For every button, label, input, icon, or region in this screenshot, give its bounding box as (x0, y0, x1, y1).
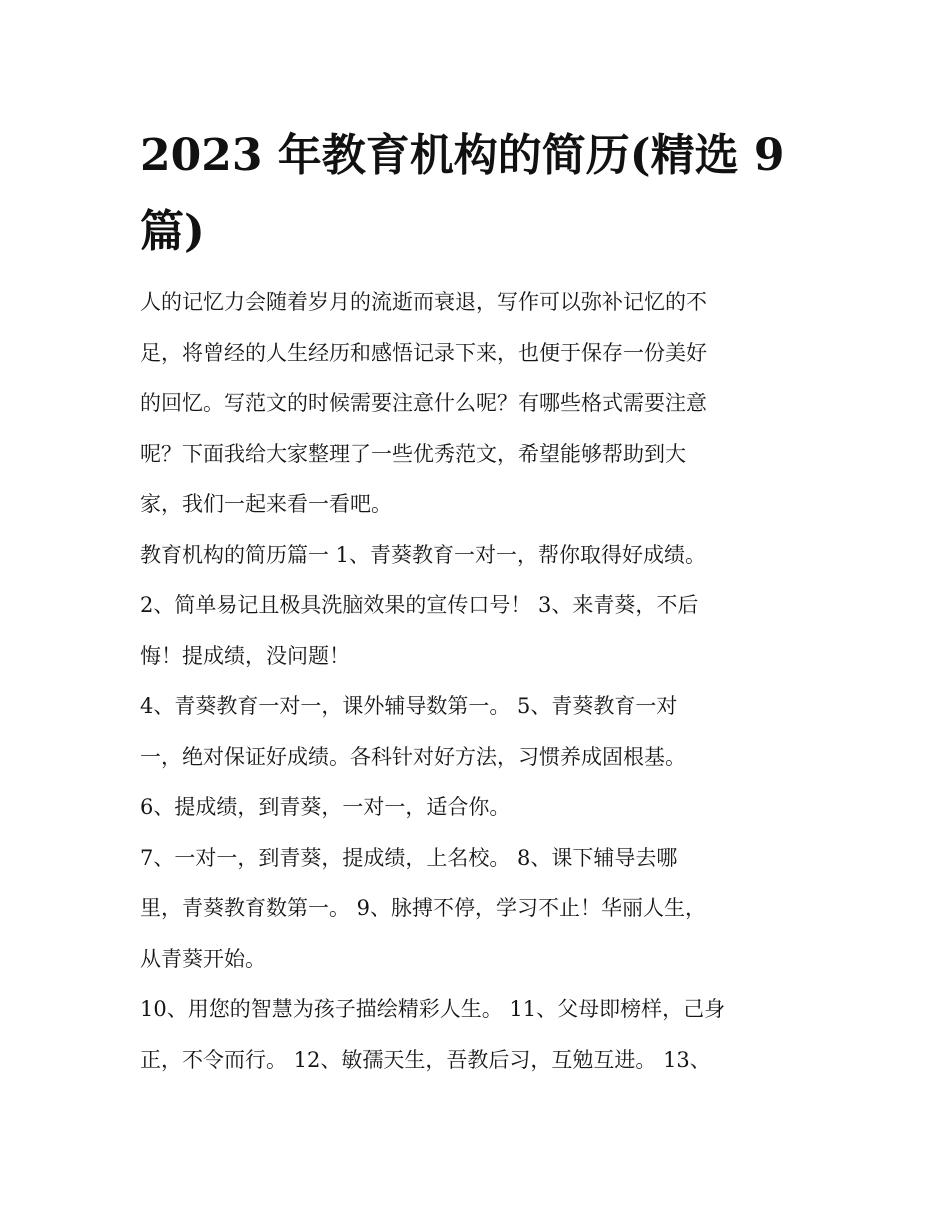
text-line: 6、提成绩，到青葵，一对一，适合你。 (140, 795, 511, 819)
text-line: 呢？下面我给大家整理了一些优秀范文，希望能够帮助到大 (140, 441, 686, 466)
text-line: 足，将曾经的人生经历和感悟记录下来，也便于保存一份美好 (140, 340, 707, 365)
text-line: 10、用您的智慧为孩子描绘精彩人生。 11、父母即榜样，己身 (140, 997, 726, 1021)
document-title (140, 118, 820, 270)
text-line: 家，我们一起来看一看吧。 (140, 492, 392, 516)
text-line: 教育机构的简历篇一 1、青葵教育一对一，帮你取得好成绩。 (140, 542, 707, 567)
text-line: 里，青葵教育数第一。 9、脉搏不停，学习不止！华丽人生， (140, 896, 707, 920)
text-line: 7、一对一，到青葵，提成绩，上名校。 8、课下辅导去哪 (140, 845, 678, 870)
text-line: 一，绝对保证好成绩。各科针对好方法，习惯养成固根基。 (140, 744, 686, 769)
title-line: 2023 年教育机构的简历(精选 9 (140, 130, 785, 181)
document-body (140, 277, 820, 1085)
text-line: 正，不令而行。 12、敏孺天生，吾教后习，互勉互进。 13、 (140, 1047, 711, 1072)
text-line: 4、青葵教育一对一，课外辅导数第一。 5、青葵教育一对 (140, 694, 678, 718)
text-line: 的回忆。写范文的时候需要注意什么呢？有哪些格式需要注意 (140, 391, 707, 415)
text-line: 悔！提成绩，没问题！ (140, 643, 350, 668)
title-line: 篇) (140, 206, 205, 257)
text-line: 2、简单易记且极具洗脑效果的宣传口号！ 3、来青葵，不后 (140, 593, 699, 617)
text-line: 人的记忆力会随着岁月的流逝而衰退，写作可以弥补记忆的不 (140, 290, 707, 314)
text-line: 从青葵开始。 (140, 946, 266, 971)
